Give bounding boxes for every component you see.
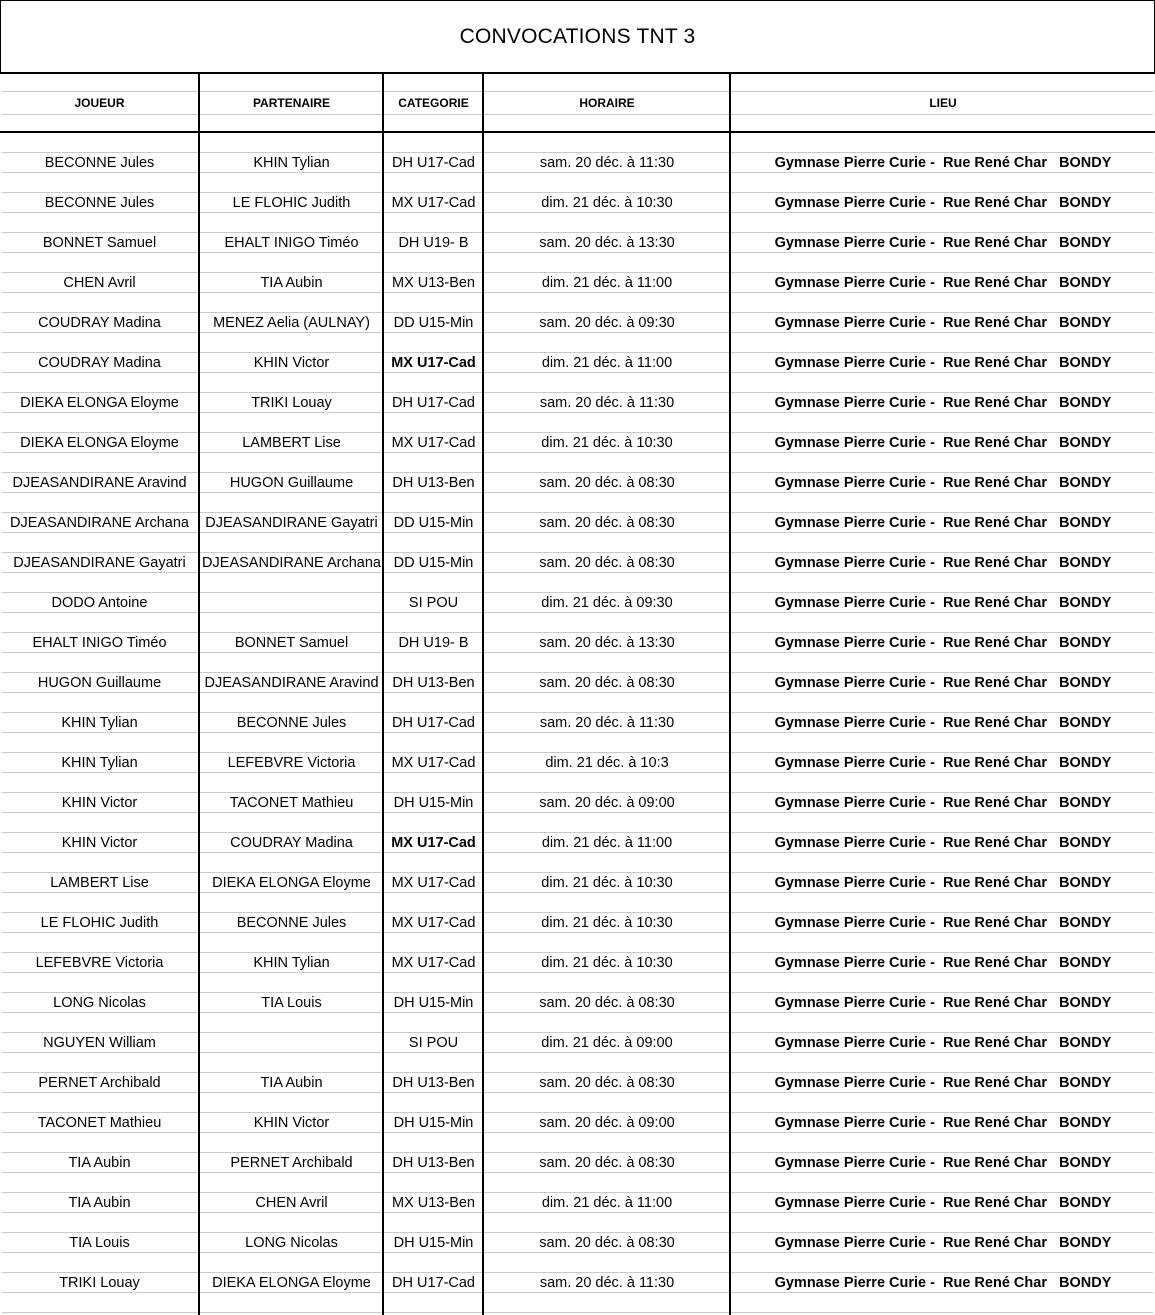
cell-partenaire: CHEN Avril: [255, 1195, 328, 1211]
cell-joueur: BECONNE Jules: [44, 195, 155, 211]
grid-line: [2, 1032, 1153, 1033]
grid-line: [2, 892, 1153, 893]
cell-lieu: Gymnase Pierre Curie - Rue René Char BONDY: [774, 1035, 1112, 1051]
cell-lieu: Gymnase Pierre Curie - Rue René Char BONDY: [774, 795, 1112, 811]
grid-line: [2, 1112, 1153, 1113]
cell-categorie: MX U17-Cad: [391, 875, 476, 891]
cell-partenaire: BECONNE Jules: [236, 715, 347, 731]
cell-joueur: HUGON Guillaume: [37, 675, 162, 691]
grid-line: [2, 552, 1153, 553]
cell-lieu: Gymnase Pierre Curie - Rue René Char BONDY: [774, 1235, 1112, 1251]
grid-line: [2, 1052, 1153, 1053]
cell-lieu: Gymnase Pierre Curie - Rue René Char BONDY: [774, 1275, 1112, 1291]
grid-line: [2, 232, 1153, 233]
grid-line: [2, 91, 1153, 92]
cell-categorie: MX U17-Cad: [391, 195, 476, 211]
grid-line: [2, 532, 1153, 533]
cell-lieu: Gymnase Pierre Curie - Rue René Char BONDY: [774, 475, 1112, 491]
cell-joueur: DJEASANDIRANE Aravind: [12, 475, 187, 491]
cell-joueur: LE FLOHIC Judith: [40, 915, 159, 931]
cell-partenaire: KHIN Tylian: [253, 955, 330, 971]
cell-categorie: DH U13-Ben: [392, 475, 475, 491]
header-partenaire: PARTENAIRE: [252, 96, 331, 110]
grid-line: [2, 1072, 1153, 1073]
cell-categorie: DH U13-Ben: [392, 675, 475, 691]
cell-horaire: sam. 20 déc. à 11:30: [539, 395, 675, 411]
cell-categorie: DH U15-Min: [393, 1115, 474, 1131]
cell-joueur: KHIN Victor: [61, 835, 138, 851]
grid-line: [2, 512, 1153, 513]
cell-joueur: CHEN Avril: [63, 275, 136, 291]
grid-line: [2, 932, 1153, 933]
cell-categorie: DH U17-Cad: [392, 715, 475, 731]
cell-partenaire: TIA Aubin: [260, 275, 323, 291]
cell-categorie: MX U17-Cad: [391, 435, 476, 451]
cell-joueur: KHIN Tylian: [61, 715, 138, 731]
cell-partenaire: DIEKA ELONGA Eloyme: [212, 875, 371, 891]
cell-lieu: Gymnase Pierre Curie - Rue René Char BONDY: [774, 715, 1112, 731]
grid-line: [2, 752, 1153, 753]
cell-joueur: LONG Nicolas: [53, 995, 146, 1011]
cell-partenaire: COUDRAY Madina: [230, 835, 353, 851]
cell-partenaire: LAMBERT Lise: [242, 435, 341, 451]
cell-partenaire: BECONNE Jules: [236, 915, 347, 931]
cell-joueur: EHALT INIGO Timéo: [32, 635, 167, 651]
cell-partenaire: KHIN Victor: [253, 1115, 330, 1131]
cell-joueur: COUDRAY Madina: [38, 315, 161, 331]
cell-lieu: Gymnase Pierre Curie - Rue René Char BONDY: [774, 435, 1112, 451]
cell-joueur: COUDRAY Madina: [38, 355, 161, 371]
grid-line: [2, 172, 1153, 173]
cell-horaire: dim. 21 déc. à 11:00: [541, 355, 673, 371]
grid-line: [2, 872, 1153, 873]
grid-line: [2, 592, 1153, 593]
grid-line: [2, 352, 1153, 353]
cell-partenaire: HUGON Guillaume: [229, 475, 354, 491]
cell-partenaire: DJEASANDIRANE Aravind: [204, 675, 379, 691]
grid-line: [2, 152, 1153, 153]
cell-horaire: sam. 20 déc. à 11:30: [539, 1275, 675, 1291]
grid-line: [2, 692, 1153, 693]
grid-line: [2, 452, 1153, 453]
cell-categorie: DH U15-Min: [393, 995, 474, 1011]
grid-line: [2, 572, 1153, 573]
cell-categorie: MX U17-Cad: [391, 915, 476, 931]
cell-lieu: Gymnase Pierre Curie - Rue René Char BONDY: [774, 275, 1112, 291]
header-horaire: HORAIRE: [579, 96, 635, 110]
grid-line: [2, 1252, 1153, 1253]
grid-line: [2, 492, 1153, 493]
grid-line: [2, 852, 1153, 853]
cell-joueur: BECONNE Jules: [44, 155, 155, 171]
cell-horaire: sam. 20 déc. à 08:30: [539, 1155, 675, 1171]
cell-partenaire: LEFEBVRE Victoria: [227, 755, 356, 771]
grid-line: [2, 832, 1153, 833]
cell-partenaire: DIEKA ELONGA Eloyme: [212, 1275, 371, 1291]
grid-line: [2, 392, 1153, 393]
cell-partenaire: DJEASANDIRANE Archana: [202, 555, 381, 571]
cell-lieu: Gymnase Pierre Curie - Rue René Char BONDY: [774, 915, 1112, 931]
cell-partenaire: TIA Aubin: [260, 1075, 323, 1091]
grid-line: [2, 712, 1153, 713]
header-joueur: JOUEUR: [74, 96, 125, 110]
cell-lieu: Gymnase Pierre Curie - Rue René Char BONDY: [774, 315, 1112, 331]
grid-line: [2, 332, 1153, 333]
cell-horaire: sam. 20 déc. à 13:30: [539, 635, 675, 651]
grid-line: [2, 212, 1153, 213]
cell-joueur: DJEASANDIRANE Archana: [10, 515, 189, 531]
cell-lieu: Gymnase Pierre Curie - Rue René Char BONDY: [774, 1195, 1112, 1211]
header-lieu: LIEU: [929, 96, 957, 110]
cell-lieu: Gymnase Pierre Curie - Rue René Char BONDY: [774, 515, 1112, 531]
cell-lieu: Gymnase Pierre Curie - Rue René Char BONDY: [774, 675, 1112, 691]
cell-horaire: sam. 20 déc. à 13:30: [539, 235, 675, 251]
cell-categorie: DH U19- B: [398, 235, 469, 251]
cell-joueur: TACONET Mathieu: [37, 1115, 162, 1131]
grid-line: [2, 632, 1153, 633]
cell-lieu: Gymnase Pierre Curie - Rue René Char BONDY: [774, 1075, 1112, 1091]
cell-partenaire: KHIN Victor: [253, 355, 330, 371]
cell-horaire: sam. 20 déc. à 08:30: [539, 555, 675, 571]
cell-joueur: NGUYEN William: [43, 1035, 156, 1051]
grid-line: [2, 1092, 1153, 1093]
header-bottom-border: [0, 131, 1155, 133]
grid-line: [2, 1232, 1153, 1233]
cell-horaire: sam. 20 déc. à 11:30: [539, 715, 675, 731]
cell-categorie: DH U17-Cad: [392, 155, 475, 171]
cell-lieu: Gymnase Pierre Curie - Rue René Char BONDY: [774, 875, 1112, 891]
cell-joueur: DJEASANDIRANE Gayatri: [13, 555, 186, 571]
grid-line: [2, 432, 1153, 433]
cell-horaire: sam. 20 déc. à 08:30: [539, 1075, 675, 1091]
cell-horaire: sam. 20 déc. à 08:30: [539, 675, 675, 691]
cell-categorie: DH U15-Min: [393, 795, 474, 811]
cell-joueur: TIA Aubin: [68, 1195, 131, 1211]
grid-line: [2, 972, 1153, 973]
cell-categorie: MX U13-Ben: [391, 1195, 475, 1211]
grid-line: [2, 792, 1153, 793]
cell-joueur: TIA Aubin: [68, 1155, 131, 1171]
cell-lieu: Gymnase Pierre Curie - Rue René Char BONDY: [774, 155, 1112, 171]
cell-categorie: DH U15-Min: [393, 1235, 474, 1251]
cell-joueur: BONNET Samuel: [42, 235, 157, 251]
cell-horaire: dim. 21 déc. à 10:30: [541, 955, 673, 971]
cell-joueur: PERNET Archibald: [38, 1075, 161, 1091]
cell-categorie: MX U13-Ben: [391, 275, 475, 291]
grid-line: [2, 472, 1153, 473]
cell-lieu: Gymnase Pierre Curie - Rue René Char BONDY: [774, 955, 1112, 971]
grid-line: [2, 252, 1153, 253]
cell-horaire: dim. 21 déc. à 10:30: [541, 435, 673, 451]
cell-partenaire: KHIN Tylian: [253, 155, 330, 171]
cell-lieu: Gymnase Pierre Curie - Rue René Char BONDY: [774, 355, 1112, 371]
cell-categorie: MX U17-Cad: [391, 835, 476, 851]
cell-horaire: dim. 21 déc. à 09:00: [541, 1035, 673, 1051]
cell-categorie: DD U15-Min: [393, 515, 474, 531]
cell-categorie: DD U15-Min: [393, 315, 474, 331]
cell-lieu: Gymnase Pierre Curie - Rue René Char BONDY: [774, 235, 1112, 251]
grid-line: [2, 992, 1153, 993]
cell-horaire: sam. 20 déc. à 09:00: [539, 795, 675, 811]
cell-categorie: SI POU: [408, 1035, 459, 1051]
cell-lieu: Gymnase Pierre Curie - Rue René Char BONDY: [774, 755, 1112, 771]
cell-joueur: TIA Louis: [69, 1235, 130, 1251]
title-box: [0, 0, 1155, 74]
cell-lieu: Gymnase Pierre Curie - Rue René Char BONDY: [774, 635, 1112, 651]
page-title: CONVOCATIONS TNT 3: [459, 25, 696, 48]
grid-line: [2, 1152, 1153, 1153]
grid-line: [2, 1272, 1153, 1273]
grid-line: [2, 192, 1153, 193]
cell-joueur: LEFEBVRE Victoria: [35, 955, 164, 971]
cell-horaire: sam. 20 déc. à 09:00: [539, 1115, 675, 1131]
grid-line: [2, 1312, 1153, 1313]
cell-joueur: TRIKI Louay: [59, 1275, 140, 1291]
header-categorie: CATEGORIE: [398, 96, 469, 110]
cell-horaire: dim. 21 déc. à 10:30: [541, 195, 673, 211]
cell-categorie: DH U13-Ben: [392, 1155, 475, 1171]
cell-horaire: sam. 20 déc. à 09:30: [539, 315, 675, 331]
cell-joueur: DIEKA ELONGA Eloyme: [20, 395, 179, 411]
cell-categorie: DH U13-Ben: [392, 1075, 475, 1091]
cell-categorie: MX U17-Cad: [391, 755, 476, 771]
cell-horaire: sam. 20 déc. à 08:30: [539, 995, 675, 1011]
cell-horaire: dim. 21 déc. à 09:30: [541, 595, 673, 611]
grid-line: [2, 652, 1153, 653]
cell-partenaire: EHALT INIGO Timéo: [224, 235, 359, 251]
grid-line: [2, 952, 1153, 953]
grid-line: [2, 1012, 1153, 1013]
cell-lieu: Gymnase Pierre Curie - Rue René Char BONDY: [774, 1155, 1112, 1171]
grid-line: [2, 292, 1153, 293]
cell-lieu: Gymnase Pierre Curie - Rue René Char BONDY: [774, 195, 1112, 211]
cell-joueur: KHIN Victor: [61, 795, 138, 811]
cell-partenaire: TRIKI Louay: [251, 395, 332, 411]
grid-line: [2, 1292, 1153, 1293]
cell-categorie: DH U17-Cad: [392, 395, 475, 411]
cell-joueur: LAMBERT Lise: [50, 875, 149, 891]
grid-line: [2, 312, 1153, 313]
grid-line: [2, 1192, 1153, 1193]
cell-horaire: dim. 21 déc. à 11:00: [541, 1195, 673, 1211]
cell-lieu: Gymnase Pierre Curie - Rue René Char BONDY: [774, 835, 1112, 851]
cell-partenaire: DJEASANDIRANE Gayatri: [205, 515, 378, 531]
grid-line: [2, 1212, 1153, 1213]
cell-lieu: Gymnase Pierre Curie - Rue René Char BONDY: [774, 555, 1112, 571]
cell-partenaire: LE FLOHIC Judith: [232, 195, 351, 211]
cell-partenaire: MENEZ Aelia (AULNAY): [213, 315, 370, 331]
grid-line: [2, 1172, 1153, 1173]
grid-line: [2, 612, 1153, 613]
cell-horaire: dim. 21 déc. à 11:00: [541, 275, 673, 291]
grid-line: [2, 372, 1153, 373]
cell-partenaire: TACONET Mathieu: [229, 795, 354, 811]
cell-categorie: MX U17-Cad: [391, 955, 476, 971]
cell-joueur: KHIN Tylian: [61, 755, 138, 771]
cell-horaire: dim. 21 déc. à 10:3: [545, 755, 669, 771]
cell-horaire: dim. 21 déc. à 11:00: [541, 835, 673, 851]
cell-partenaire: PERNET Archibald: [230, 1155, 353, 1171]
cell-horaire: sam. 20 déc. à 08:30: [539, 475, 675, 491]
cell-horaire: sam. 20 déc. à 08:30: [539, 1235, 675, 1251]
cell-partenaire: TIA Louis: [261, 995, 322, 1011]
cell-lieu: Gymnase Pierre Curie - Rue René Char BONDY: [774, 595, 1112, 611]
grid-line: [2, 812, 1153, 813]
cell-categorie: DH U17-Cad: [392, 1275, 475, 1291]
cell-horaire: sam. 20 déc. à 08:30: [539, 515, 675, 531]
cell-horaire: sam. 20 déc. à 11:30: [539, 155, 675, 171]
cell-categorie: MX U17-Cad: [391, 355, 476, 371]
cell-categorie: DD U15-Min: [393, 555, 474, 571]
cell-joueur: DIEKA ELONGA Eloyme: [20, 435, 179, 451]
grid-line: [2, 772, 1153, 773]
cell-horaire: dim. 21 déc. à 10:30: [541, 915, 673, 931]
cell-joueur: DODO Antoine: [51, 595, 148, 611]
grid-line: [2, 912, 1153, 913]
cell-horaire: dim. 21 déc. à 10:30: [541, 875, 673, 891]
grid-line: [2, 732, 1153, 733]
grid-line: [2, 412, 1153, 413]
cell-lieu: Gymnase Pierre Curie - Rue René Char BONDY: [774, 1115, 1112, 1131]
cell-lieu: Gymnase Pierre Curie - Rue René Char BONDY: [774, 995, 1112, 1011]
cell-partenaire: LONG Nicolas: [245, 1235, 338, 1251]
cell-categorie: DH U19- B: [398, 635, 469, 651]
grid-line: [2, 114, 1153, 115]
cell-categorie: SI POU: [408, 595, 459, 611]
grid-line: [2, 672, 1153, 673]
grid-line: [2, 1132, 1153, 1133]
grid-line: [2, 272, 1153, 273]
cell-lieu: Gymnase Pierre Curie - Rue René Char BONDY: [774, 395, 1112, 411]
cell-partenaire: BONNET Samuel: [234, 635, 349, 651]
